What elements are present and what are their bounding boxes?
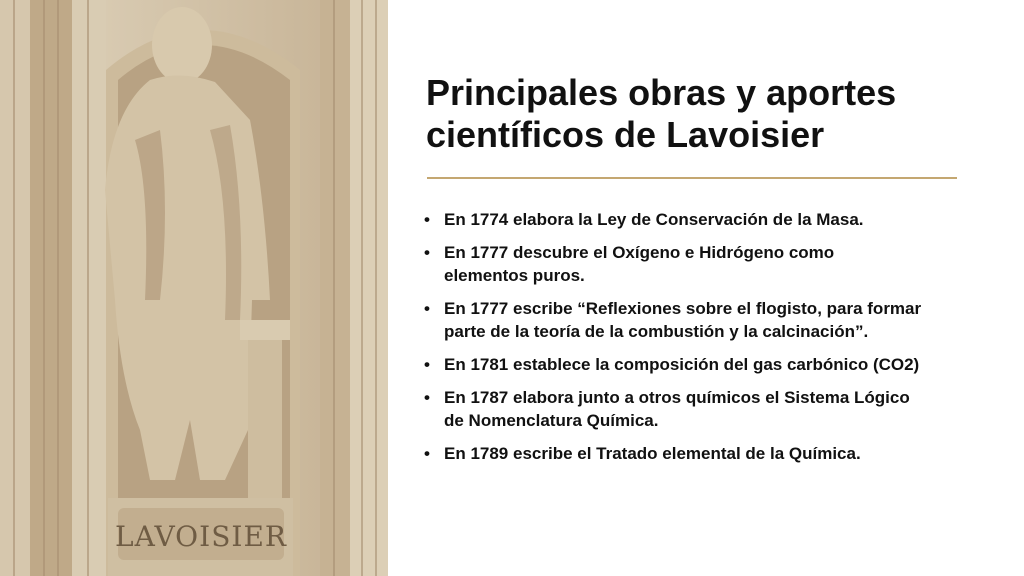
bullet-text-3b: parte de la teoría de la combustión y la calcinación”. (444, 322, 869, 341)
bullet-icon: • (424, 388, 430, 407)
bullet-text-6: En 1789 escribe el Tratado elemental de la Química. (444, 444, 861, 463)
bullet-list (424, 208, 984, 475)
title-line-1: Principales obras y aportes (426, 72, 897, 113)
list-item (424, 297, 984, 343)
title-divider (427, 177, 957, 179)
list-item (424, 386, 984, 432)
bullet-text-2a: En 1777 descubre el Oxígeno e Hidrógeno como (444, 243, 835, 262)
list-item (424, 353, 984, 376)
bullet-text-3a: En 1777 escribe “Reflexiones sobre el flogisto, para formar (444, 299, 922, 318)
bullet-icon: • (424, 444, 430, 463)
bullet-text-5b: de Nomenclatura Química. (444, 411, 659, 430)
bullet-icon: • (424, 243, 430, 262)
list-item (424, 208, 984, 231)
bullet-text-4: En 1781 establece la composición del gas carbónico (CO2) (444, 355, 920, 374)
statue-photo (0, 0, 388, 576)
bullet-icon: • (424, 299, 430, 318)
statue-illustration (0, 0, 388, 576)
slide-title (426, 72, 986, 156)
bullet-text-1: En 1774 elabora la Ley de Conservación de la Masa. (444, 210, 864, 229)
bullet-icon: • (424, 355, 430, 374)
bullet-icon: • (424, 210, 430, 229)
list-item (424, 241, 984, 287)
statue-inscription: LAVOISIER (115, 520, 287, 553)
title-line-2: científicos de Lavoisier (426, 114, 825, 155)
bullet-text-5a: En 1787 elabora junto a otros químicos el Sistema Lógico (444, 388, 910, 407)
list-item (424, 442, 984, 465)
bullet-text-2b: elementos puros. (444, 266, 585, 285)
